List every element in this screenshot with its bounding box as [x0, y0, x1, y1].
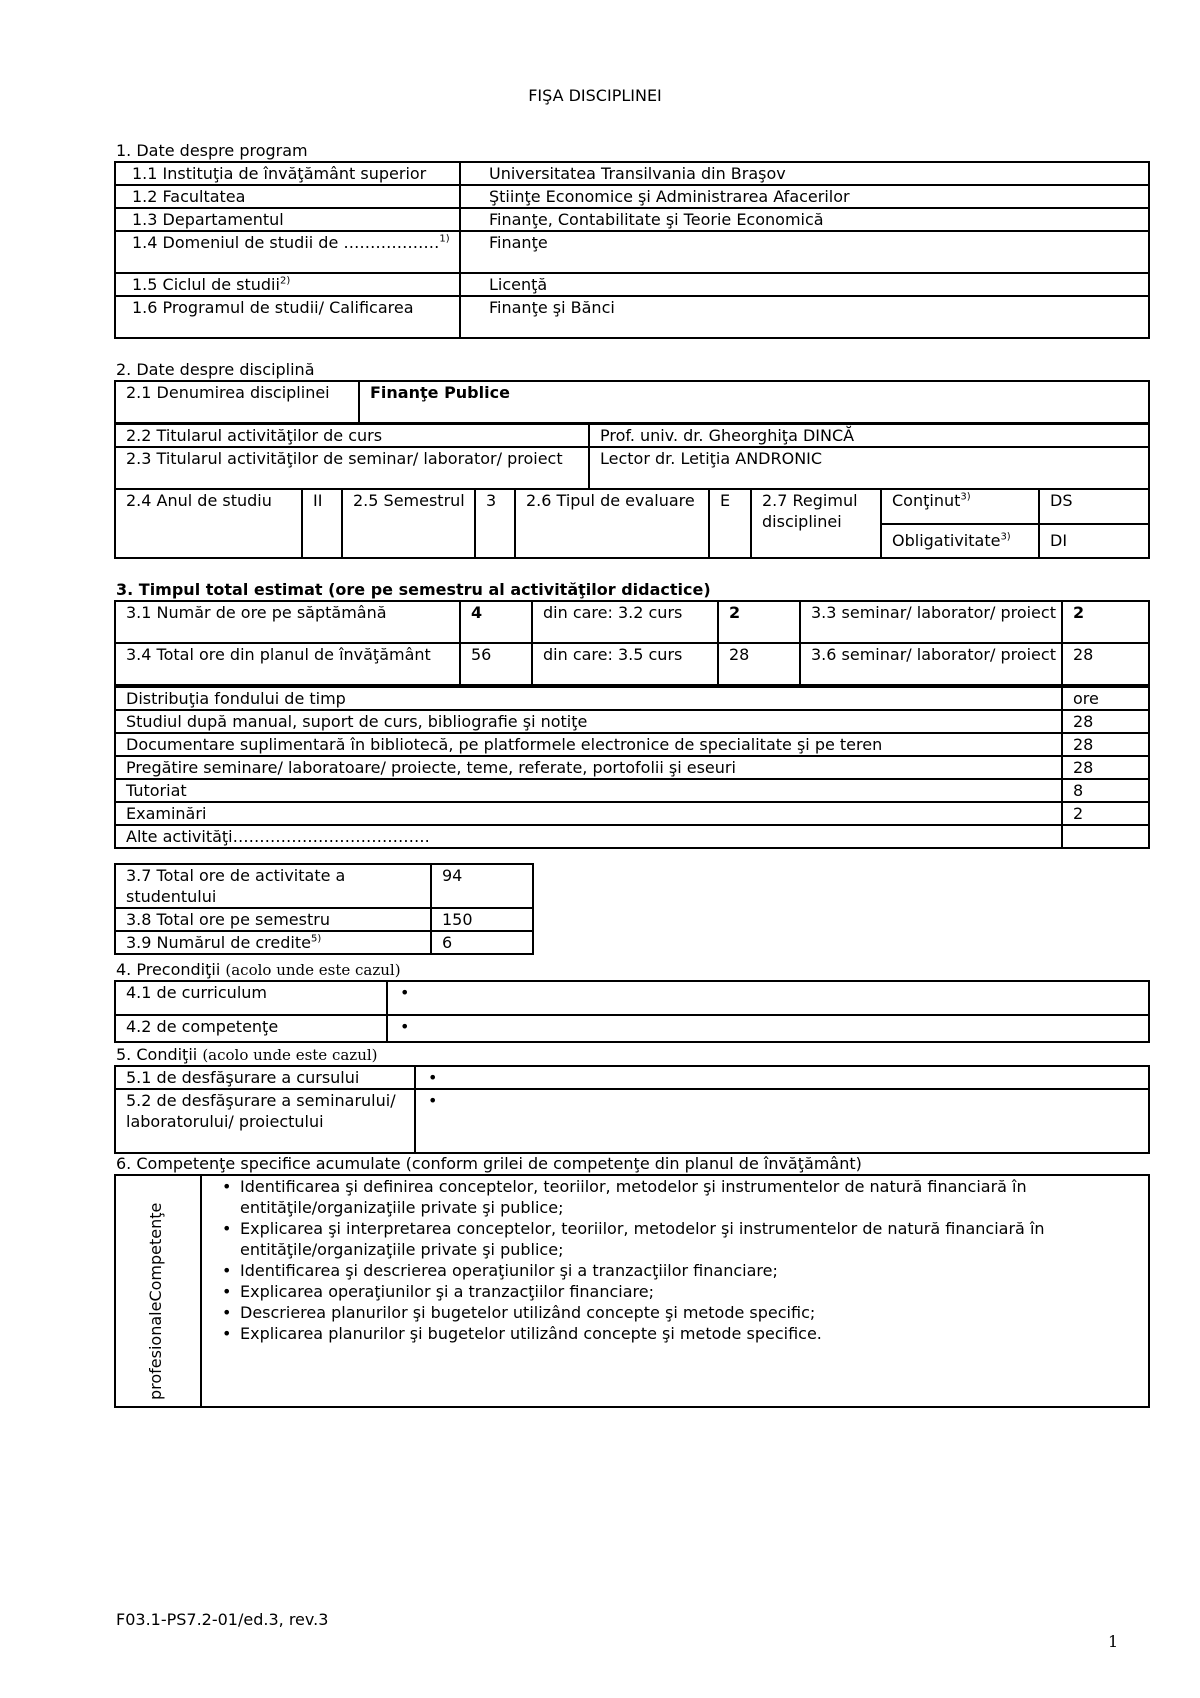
- discipline-details-table: [114, 488, 1150, 559]
- competence-item: • Identificarea şi definirea conceptelor, teoriilor, metodelor şi instrumentelor de natură financiară în entităţile/organizaţiile private şi publice;: [240, 1176, 1148, 1218]
- distribution-value: ore: [1062, 687, 1149, 710]
- distribution-value: 28: [1062, 710, 1149, 733]
- weekly-course-label: din care: 3.2 curs: [532, 601, 718, 643]
- plan-course-value: 28: [718, 643, 800, 685]
- section-3-heading: 3. Timpul total estimat (ore pe semestru al activităţilor didactice): [116, 580, 711, 599]
- row-label: 1.2 Facultatea: [115, 185, 460, 208]
- weekly-seminar-value: 2: [1062, 601, 1149, 643]
- row-value: Universitatea Transilvania din Braşov: [460, 162, 1149, 185]
- row-label: 1.5 Ciclul de studii: [132, 275, 280, 294]
- curriculum-label: 4.1 de curriculum: [115, 981, 387, 1015]
- totals-table: [114, 863, 534, 955]
- footnote-marker: 3): [1000, 531, 1011, 543]
- row-value: Finanţe: [460, 231, 1149, 273]
- competences-label: 4.2 de competenţe: [115, 1015, 387, 1042]
- seminar-titular-value: Lector dr. Letiţia ANDRONIC: [589, 447, 1149, 489]
- competence-item: • Identificarea şi descrierea operaţiunilor şi a tranzacţiilor financiare;: [240, 1260, 1148, 1281]
- course-conditions-label: 5.1 de desfăşurare a cursului: [115, 1066, 415, 1089]
- section-2-heading: 2. Date despre disciplină: [116, 360, 315, 379]
- evaluation-value: E: [709, 489, 751, 558]
- section-4-heading: 4. Precondiţii: [116, 960, 221, 979]
- total-semester-value: 150: [431, 908, 533, 931]
- distribution-label: Tutoriat: [115, 779, 1062, 802]
- distribution-label: Documentare suplimentară în bibliotecă, pe platformele electronice de specialitate şi pe teren: [115, 733, 1062, 756]
- credits-label: 3.9 Numărul de credite: [126, 933, 311, 952]
- row-label: 1.6 Programul de studii/ Calificarea: [115, 296, 460, 338]
- semester-value: 3: [475, 489, 515, 558]
- semester-label: 2.5 Semestrul: [342, 489, 475, 558]
- row-value: Finanţe şi Bănci: [460, 296, 1149, 338]
- weekly-seminar-label: 3.3 seminar/ laborator/ proiect: [800, 601, 1062, 643]
- distribution-label: Distribuţia fondului de timp: [115, 687, 1062, 710]
- weekly-course-value: 2: [718, 601, 800, 643]
- distribution-label: Studiul după manual, suport de curs, bibliografie şi notiţe: [115, 710, 1062, 733]
- section-4-note: (acolo unde este cazul): [225, 961, 401, 979]
- distribution-value: 2: [1062, 802, 1149, 825]
- plan-hours-value: 56: [460, 643, 532, 685]
- footnote-marker: 1): [439, 233, 450, 245]
- footnote-marker: 3): [960, 491, 971, 503]
- conditions-table: [114, 1065, 1150, 1154]
- plan-seminar-label: 3.6 seminar/ laborator/ proiect: [800, 643, 1062, 685]
- page-number: 1: [1108, 1632, 1119, 1651]
- credits-value: 6: [431, 931, 533, 954]
- total-semester-label: 3.8 Total ore pe semestru: [115, 908, 431, 931]
- year-label: 2.4 Anul de studiu: [115, 489, 302, 558]
- row-label: 1.3 Departamentul: [115, 208, 460, 231]
- weekly-hours-label: 3.1 Număr de ore pe săptămână: [115, 601, 460, 643]
- distribution-label: Alte activităţi……………………………….: [115, 825, 1062, 848]
- competence-item: • Descrierea planurilor şi bugetelor utilizând concepte şi metode specific;: [240, 1302, 1148, 1323]
- competence-item: • Explicarea planurilor şi bugetelor utilizând concepte şi metode specifice.: [240, 1323, 1148, 1344]
- plan-seminar-value: 28: [1062, 643, 1149, 685]
- section-5-heading: 5. Condiţii: [116, 1045, 198, 1064]
- row-label: 1.4 Domeniul de studii de ………………: [132, 233, 440, 252]
- discipline-name-value: Finanţe Publice: [359, 381, 1149, 423]
- program-table: [114, 161, 1150, 339]
- titular-table: [114, 423, 1150, 490]
- discipline-name-label: 2.1 Denumirea disciplinei: [115, 381, 359, 423]
- distribution-label: Pregătire seminare/ laboratoare/ proiecte, teme, referate, portofolii şi eseuri: [115, 756, 1062, 779]
- distribution-label: Examinări: [115, 802, 1062, 825]
- course-titular-value: Prof. univ. dr. Gheorghiţa DINCĂ: [589, 424, 1149, 447]
- footnote-marker: 5): [310, 933, 322, 945]
- row-label: 1.1 Instituţia de învăţământ superior: [115, 162, 460, 185]
- row-value: Ştiinţe Economice şi Administrarea Afacerilor: [460, 185, 1149, 208]
- distribution-value: 8: [1062, 779, 1149, 802]
- obligation-value: DI: [1039, 524, 1149, 558]
- document-title: FIŞA DISCIPLINEI: [528, 86, 662, 105]
- distribution-value: [1062, 825, 1149, 848]
- discipline-name-table: [114, 380, 1150, 424]
- obligation-label: Obligativitate: [892, 531, 1001, 550]
- evaluation-label: 2.6 Tipul de evaluare: [515, 489, 709, 558]
- row-value: Finanţe, Contabilitate şi Teorie Economică: [460, 208, 1149, 231]
- time-distribution-table: [114, 686, 1150, 849]
- seminar-titular-label: 2.3 Titularul activităţilor de seminar/ laborator/ proiect: [115, 447, 589, 489]
- competence-item: • Explicarea şi interpretarea conceptelor, teoriilor, metodelor şi instrumentelor de natură financiară în entităţile/organizaţiile private şi publice;: [240, 1218, 1148, 1260]
- plan-hours-label: 3.4 Total ore din planul de învăţământ: [115, 643, 460, 685]
- content-label: Conţinut: [892, 491, 961, 510]
- course-titular-label: 2.2 Titularul activităţilor de curs: [115, 424, 589, 447]
- section-1-heading: 1. Date despre program: [116, 141, 308, 160]
- distribution-value: 28: [1062, 756, 1149, 779]
- footnote-marker: 2): [279, 275, 291, 287]
- row-value: Licenţă: [460, 273, 1149, 296]
- plan-course-label: din care: 3.5 curs: [532, 643, 718, 685]
- competences-table: [114, 1174, 1150, 1408]
- competence-item: • Explicarea operaţiunilor şi a tranzacţiilor financiare;: [240, 1281, 1148, 1302]
- seminar-conditions-label: 5.2 de desfăşurare a seminarului/ laboratorului/ proiectului: [115, 1089, 415, 1153]
- section-5-note: (acolo unde este cazul): [202, 1046, 378, 1064]
- competences-side-label: profesionaleCompetenţe: [146, 1202, 165, 1400]
- year-value: II: [302, 489, 342, 558]
- total-activity-value: 94: [431, 864, 533, 908]
- regime-label: 2.7 Regimul disciplinei: [751, 489, 881, 558]
- footer-code: F03.1-PS7.2-01/ed.3, rev.3: [116, 1610, 329, 1629]
- content-value: DS: [1039, 489, 1149, 524]
- section-6-heading: 6. Competenţe specifice acumulate (conform grilei de competenţe din planul de învăţământ): [116, 1154, 862, 1173]
- total-activity-label: 3.7 Total ore de activitate a studentului: [115, 864, 431, 908]
- distribution-value: 28: [1062, 733, 1149, 756]
- weekly-hours-value: 4: [460, 601, 532, 643]
- hours-table: [114, 600, 1150, 686]
- preconditions-table: [114, 980, 1150, 1043]
